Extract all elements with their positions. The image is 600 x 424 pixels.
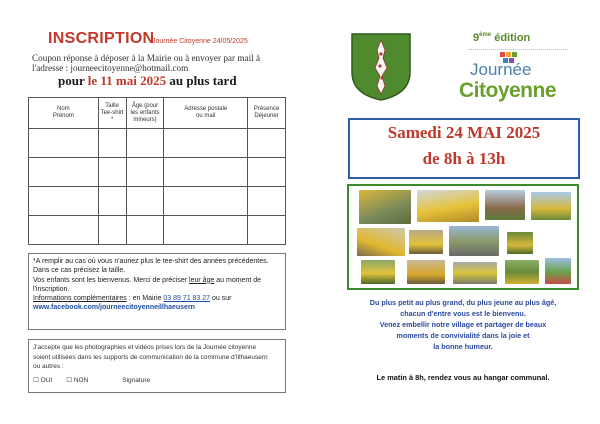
edition-suffix: ème — [479, 32, 492, 38]
col-header-age — [126, 98, 164, 129]
facebook-link[interactable]: www.facebook.com/journeecitoyenneillhaeusern — [33, 304, 195, 312]
photo-planting — [505, 260, 539, 284]
table-cell[interactable] — [98, 216, 126, 245]
photo-street-work — [449, 226, 499, 256]
welcome-line: Du plus petit au plus grand, du plus jeune au plus âgé, — [369, 298, 557, 307]
info-label: Informations complémentaires — [33, 295, 127, 303]
consent-options — [33, 376, 281, 386]
note-line — [33, 276, 281, 285]
event-hours: de 8h à 13h — [422, 149, 506, 168]
welcome-line: moments de convivialité dans la joie et — [396, 331, 530, 340]
inscription-event-line: Journée Citoyenne 24/05/2025 — [152, 38, 248, 45]
table-cell[interactable] — [98, 129, 126, 158]
header-text: Prénom — [52, 113, 74, 119]
deadline-prefix: pour — [58, 73, 85, 88]
note-text: : en Mairie — [126, 295, 164, 303]
instruction-line: Coupon réponse à déposer à la Mairie ou à envoyer par mail à — [32, 53, 261, 63]
header-text: Déjeuner — [254, 113, 279, 119]
edition-divider — [468, 49, 568, 50]
inscription-title: INSCRIPTION — [48, 30, 155, 47]
photo-workshop — [407, 260, 445, 284]
welcome-line: la bonne humeur. — [433, 342, 493, 351]
table-row — [29, 158, 286, 187]
logo-journee: Journée — [470, 60, 532, 79]
signature-label: Signature — [122, 376, 151, 384]
note-text: au moment de — [214, 276, 262, 284]
photo-group-yellow-shirts — [417, 190, 479, 222]
table-cell[interactable] — [126, 129, 164, 158]
table-cell[interactable] — [248, 158, 286, 187]
header-text: mineurs) — [133, 116, 157, 123]
consent-no-checkbox[interactable]: ☐ NON — [66, 376, 89, 384]
note-underlined: leur âge — [189, 276, 215, 284]
col-header-lunch — [248, 98, 286, 129]
table-cell[interactable] — [29, 158, 99, 187]
note-text: ou sur — [210, 295, 232, 303]
table-row — [29, 187, 286, 216]
edition-label — [473, 32, 530, 44]
header-text: Nom — [56, 106, 70, 112]
event-date-box — [348, 118, 580, 179]
table-cell[interactable] — [126, 158, 164, 187]
meeting-point: Le matin à 8h, rendez vous au hangar communal. — [376, 373, 550, 382]
photo-village-house — [485, 190, 525, 220]
table-cell[interactable] — [164, 187, 248, 216]
col-header-tshirt — [98, 98, 126, 129]
table-cell[interactable] — [164, 216, 248, 245]
photo-workers-table — [357, 228, 405, 256]
note-line — [33, 294, 281, 303]
welcome-line: chacun d'entre vous est le bienvenu. — [400, 309, 526, 318]
table-cell[interactable] — [248, 187, 286, 216]
instruction-line: l'adresse : journeecitoyenne@hotmail.com — [32, 63, 189, 73]
photo-consent-box — [28, 339, 286, 393]
inscription-instructions — [32, 53, 282, 73]
header-text: ou mail — [196, 113, 216, 119]
photo-paving — [453, 262, 497, 284]
photo-lunch-hall — [409, 230, 443, 254]
consent-yes-checkbox[interactable]: ☐ OUI — [33, 376, 53, 384]
table-header-row — [29, 98, 286, 129]
registration-table — [28, 97, 286, 245]
table-cell[interactable] — [29, 187, 99, 216]
welcome-text — [347, 297, 579, 352]
consent-line: ou autres : — [33, 363, 64, 370]
deadline-suffix: au plus tard — [169, 73, 237, 88]
header-text: Tee-shirt — [100, 109, 124, 116]
header-text: les enfants — [130, 109, 160, 116]
note-text: Vos enfants sont les bienvenus. Merci de préciser — [33, 276, 190, 284]
consent-line: soient utilisées dans les supports de communication de la commune d'Illhaeusern — [33, 353, 268, 361]
table-row — [29, 129, 286, 158]
village-coat-of-arms — [350, 32, 412, 102]
table-cell[interactable] — [248, 216, 286, 245]
table-cell[interactable] — [98, 158, 126, 187]
header-text: Âge (pour — [131, 102, 159, 109]
header-text: * — [110, 116, 114, 123]
photo-team-outdoor — [531, 192, 571, 220]
photo-garden — [507, 232, 533, 254]
photo-group-cleaning — [359, 190, 411, 224]
consent-line: J'accepte que les photographies et vidéos prises lors de la Journée citoyenne — [33, 344, 257, 351]
photo-collage — [347, 184, 579, 290]
logo-citoyenne: Citoyenne — [459, 79, 557, 102]
deadline — [58, 73, 237, 89]
edition-word: édition — [494, 32, 531, 44]
table-cell[interactable] — [29, 129, 99, 158]
edition-number: 9 — [473, 32, 480, 44]
col-header-address — [164, 98, 248, 129]
welcome-line: Venez embellir notre village et partager de beaux — [379, 320, 547, 329]
notes-box — [28, 253, 286, 330]
table-row — [29, 216, 286, 245]
table-cell[interactable] — [98, 187, 126, 216]
deadline-date: le 11 mai 2025 — [87, 73, 167, 88]
header-text: Adresse postale — [184, 106, 228, 112]
phone-number[interactable]: 03 89 71 83 27 — [163, 295, 211, 303]
table-cell[interactable] — [126, 187, 164, 216]
table-cell[interactable] — [29, 216, 99, 245]
note-line: *A remplir au cas où vous n'auriez plus le tee-shirt des années précédentes. — [33, 258, 269, 265]
photo-flowerbed — [545, 258, 571, 284]
note-line: l'inscription. — [33, 285, 70, 293]
header-text: Taille — [105, 102, 119, 109]
table-cell[interactable] — [248, 129, 286, 158]
header-text: Présence — [253, 106, 280, 112]
event-date: Samedi 24 MAI 2025 — [387, 123, 541, 142]
photo-volunteers-kids — [361, 260, 395, 284]
note-line: Dans ce cas précisez la taille. — [33, 267, 126, 275]
table-cell[interactable] — [126, 216, 164, 245]
table-cell[interactable] — [164, 129, 248, 158]
col-header-name — [29, 98, 99, 129]
table-cell[interactable] — [164, 158, 248, 187]
